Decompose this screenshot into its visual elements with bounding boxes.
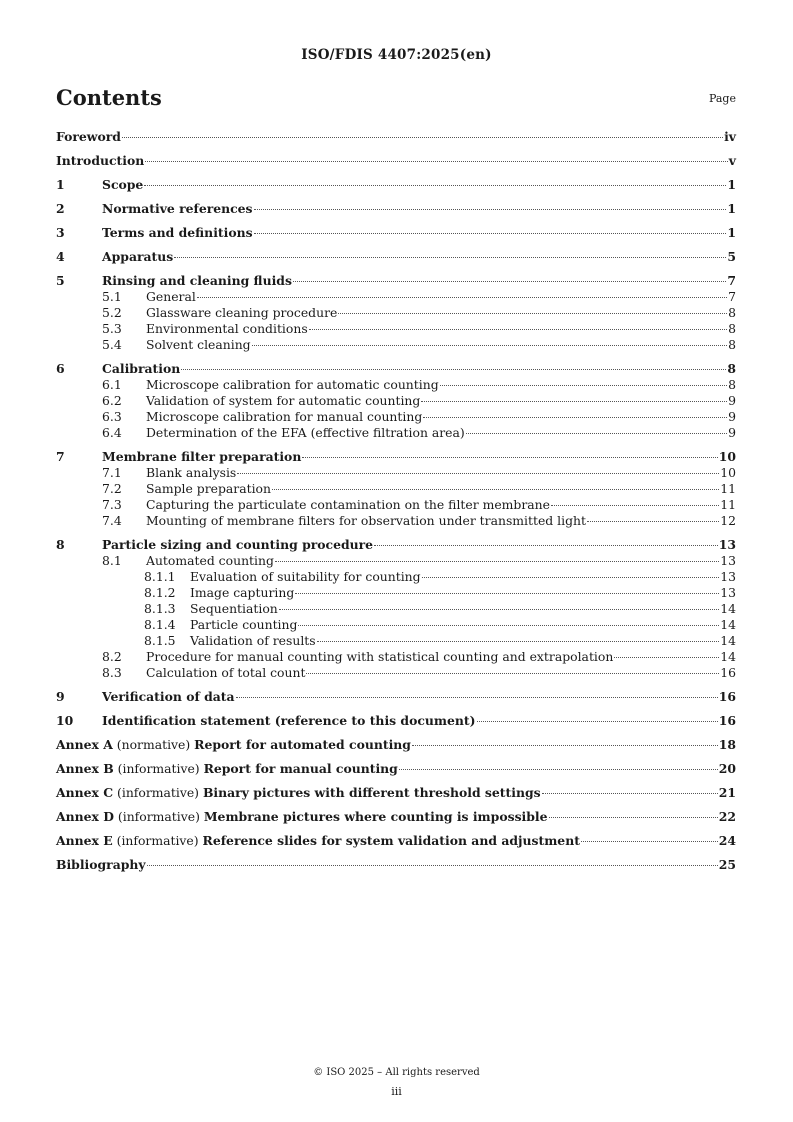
toc-entry[interactable] <box>56 760 736 777</box>
dot-leader <box>477 721 718 722</box>
toc-entry-number: 7.4 <box>102 513 122 528</box>
toc-entry-number: 8 <box>56 537 65 552</box>
toc-entry-page: 13 <box>720 585 736 600</box>
dot-leader <box>144 185 726 186</box>
dot-leader <box>549 817 718 818</box>
dot-leader <box>122 137 723 138</box>
toc-entry-number: 1 <box>56 177 65 192</box>
dot-leader <box>197 297 727 298</box>
toc-annex-title <box>56 832 580 849</box>
toc-entry-page: v <box>728 153 736 168</box>
dot-leader <box>374 545 718 546</box>
toc-entry-number: 5.3 <box>102 321 122 336</box>
toc-entry-page: 25 <box>718 857 736 872</box>
toc-entry-title: Validation of results <box>190 633 316 648</box>
dot-leader <box>298 625 719 626</box>
toc-entry-title: Bibliography <box>56 857 146 872</box>
toc-annex-title <box>56 784 541 801</box>
dot-leader <box>147 865 718 866</box>
toc-entry-title: Microscope calibration for manual counting <box>146 409 423 424</box>
toc-entry-title: Microscope calibration for automatic counting <box>146 377 439 392</box>
toc-entry[interactable] <box>56 601 736 617</box>
toc-entry-page: 20 <box>718 761 736 776</box>
toc-annex-title <box>56 808 548 825</box>
toc-entry-title: Introduction <box>56 153 145 168</box>
toc-entry-number: 7 <box>56 449 65 464</box>
toc-entry-number: 8.1 <box>102 553 122 568</box>
toc-entry-title: Identification statement (reference to this document) <box>102 713 476 728</box>
dot-leader <box>306 673 719 674</box>
dot-leader <box>272 489 719 490</box>
toc-entry-page: 5 <box>727 249 736 264</box>
dot-leader <box>614 657 719 658</box>
dot-leader <box>254 209 727 210</box>
toc-entry-page: 9 <box>728 409 736 424</box>
toc-entry-page: 8 <box>728 305 736 320</box>
toc-entry-number: 8.1.1 <box>144 569 176 584</box>
toc-entry-number: 2 <box>56 201 65 216</box>
toc-entry-number: 6.4 <box>102 425 122 440</box>
annex-kind: (informative) <box>113 809 204 824</box>
dot-leader <box>293 281 726 282</box>
dot-leader <box>423 417 727 418</box>
annex-label: Annex C <box>56 785 114 800</box>
toc-annex-title <box>56 760 398 777</box>
toc-entry-number: 6 <box>56 361 65 376</box>
toc-entry-page: iv <box>724 129 736 144</box>
toc-entry-title: Environmental conditions <box>146 321 308 336</box>
toc-entry[interactable] <box>56 272 736 289</box>
toc-entry-page: 11 <box>720 497 736 512</box>
toc-entry-title: Procedure for manual counting with statistical counting and extrapolation <box>146 649 614 664</box>
dot-leader <box>309 329 727 330</box>
toc-entry-title: Validation of system for automatic counting <box>146 393 421 408</box>
toc-entry[interactable] <box>56 633 736 649</box>
annex-kind: (normative) <box>112 737 195 752</box>
toc-entry-number: 4 <box>56 249 65 264</box>
annex-title: Reference slides for system validation and adjustment <box>202 833 580 848</box>
dot-leader <box>181 369 726 370</box>
toc-entry[interactable] <box>56 569 736 585</box>
toc-entry-page: 18 <box>718 737 736 752</box>
toc-entry-number: 8.1.4 <box>144 617 176 632</box>
toc-entry-page: 13 <box>718 537 736 552</box>
toc-entry-title: Evaluation of suitability for counting <box>190 569 421 584</box>
toc-entry-page: 16 <box>720 665 736 680</box>
toc-entry-page: 14 <box>720 633 736 648</box>
toc-entry[interactable] <box>56 152 736 169</box>
toc-entry-title: Sequentiation <box>190 601 278 616</box>
toc-entry-page: 14 <box>720 649 736 664</box>
toc-entry[interactable] <box>56 536 736 553</box>
page-column-label: Page <box>708 92 736 105</box>
toc-entry-title: Blank analysis <box>146 465 237 480</box>
dot-leader <box>295 593 719 594</box>
annex-title: Membrane pictures where counting is impossible <box>203 809 548 824</box>
toc-entry-page: 8 <box>727 361 736 376</box>
toc-entry-title: Image capturing <box>190 585 295 600</box>
dot-leader <box>275 561 719 562</box>
toc-entry-page: 7 <box>728 289 736 304</box>
annex-kind: (informative) <box>112 833 203 848</box>
toc-entry[interactable] <box>56 289 736 305</box>
toc-entry-title: Normative references <box>102 201 253 216</box>
toc-entry[interactable] <box>56 393 736 409</box>
toc-entry-title: Calibration <box>102 361 181 376</box>
toc-entry-title: Mounting of membrane filters for observation under transmitted light <box>146 513 586 528</box>
toc-entry-page: 21 <box>718 785 736 800</box>
toc-entry-number: 8.1.3 <box>144 601 176 616</box>
toc-entry-title: Calculation of total count <box>146 665 306 680</box>
dot-leader <box>145 161 728 162</box>
toc-entry-title: Glassware cleaning procedure <box>146 305 338 320</box>
toc-entry[interactable] <box>56 553 736 569</box>
toc-entry-number: 9 <box>56 689 65 704</box>
toc-entry-page: 8 <box>728 377 736 392</box>
toc-entry-number: 5 <box>56 273 65 288</box>
toc-entry-page: 7 <box>727 273 736 288</box>
dot-leader <box>252 345 727 346</box>
toc-entry-number: 8.1.2 <box>144 585 176 600</box>
toc-entry-number: 8.2 <box>102 649 122 664</box>
toc-entry-number: 10 <box>56 713 74 728</box>
toc-entry-page: 14 <box>720 601 736 616</box>
dot-leader <box>279 609 719 610</box>
dot-leader <box>421 401 727 402</box>
toc-entry-title: Capturing the particulate contamination on the filter membrane <box>146 497 550 512</box>
toc-entry[interactable] <box>56 465 736 481</box>
toc-entry[interactable] <box>56 377 736 393</box>
toc-entry-number: 5.4 <box>102 337 122 352</box>
toc-entry-page: 9 <box>728 393 736 408</box>
dot-leader <box>440 385 727 386</box>
toc-entry-title: Automated counting <box>146 553 274 568</box>
toc-entry[interactable] <box>56 736 736 753</box>
toc-entry[interactable] <box>56 321 736 337</box>
toc-entry-page: 16 <box>718 689 736 704</box>
dot-leader <box>237 473 719 474</box>
toc-entry-number: 8.3 <box>102 665 122 680</box>
toc-entry-number: 6.3 <box>102 409 122 424</box>
document-header: ISO/FDIS 4407:2025(en) <box>301 47 492 63</box>
toc-entry-page: 13 <box>720 569 736 584</box>
toc-entry[interactable] <box>56 409 736 425</box>
toc-entry[interactable] <box>56 784 736 801</box>
annex-label: Annex B <box>56 761 114 776</box>
toc-entry[interactable] <box>56 448 736 465</box>
dot-leader <box>174 257 726 258</box>
toc-entry-page: 14 <box>720 617 736 632</box>
toc-entry-page: 16 <box>718 713 736 728</box>
annex-kind: (informative) <box>113 785 203 800</box>
toc-entry[interactable] <box>56 665 736 681</box>
annex-label: Annex A <box>56 737 113 752</box>
toc-entry-title: Particle counting <box>190 617 298 632</box>
toc-entry-number: 5.2 <box>102 305 122 320</box>
toc-entry[interactable] <box>56 585 736 601</box>
toc-entry-number: 6.1 <box>102 377 122 392</box>
annex-title: Report for automated counting <box>194 737 411 752</box>
annex-label: Annex D <box>56 809 114 824</box>
toc-entry[interactable] <box>56 808 736 825</box>
copyright-footer: © ISO 2025 – All rights reserved <box>313 1067 480 1078</box>
toc-entry-number: 3 <box>56 225 65 240</box>
toc-entry[interactable] <box>56 481 736 497</box>
toc-entry[interactable] <box>56 688 736 705</box>
toc-entry-page: 8 <box>728 337 736 352</box>
toc-entry-title: Rinsing and cleaning fluids <box>102 273 292 288</box>
dot-leader <box>302 457 717 458</box>
dot-leader <box>587 521 719 522</box>
toc-entry-page: 1 <box>727 225 736 240</box>
toc-entry[interactable] <box>56 305 736 321</box>
toc-entry-page: 22 <box>718 809 736 824</box>
toc-entry-title: Apparatus <box>102 249 174 264</box>
dot-leader <box>412 745 718 746</box>
toc-entry-page: 24 <box>718 833 736 848</box>
toc-entry[interactable] <box>56 649 736 665</box>
toc-entry[interactable] <box>56 337 736 353</box>
toc-entry-page: 1 <box>727 177 736 192</box>
toc-entry[interactable] <box>56 856 736 873</box>
toc-entry-page: 13 <box>720 553 736 568</box>
page-number: iii <box>391 1085 402 1098</box>
toc-entry[interactable] <box>56 832 736 849</box>
dot-leader <box>551 505 719 506</box>
toc-entry[interactable] <box>56 200 736 217</box>
toc-entry-page: 10 <box>720 465 736 480</box>
dot-leader <box>542 793 718 794</box>
toc-entry-number: 7.3 <box>102 497 122 512</box>
toc-entry[interactable] <box>56 176 736 193</box>
toc-entry-title: Determination of the EFA (effective filtration area) <box>146 425 465 440</box>
toc-entry-title: Particle sizing and counting procedure <box>102 537 374 552</box>
toc-entry-title: Sample preparation <box>146 481 271 496</box>
toc-entry[interactable] <box>56 128 736 145</box>
toc-entry-title: Foreword <box>56 129 121 144</box>
toc-entry-title: Scope <box>102 177 144 192</box>
table-of-contents <box>56 128 736 873</box>
toc-entry-title: General <box>146 289 196 304</box>
toc-entry-title: Terms and definitions <box>102 225 253 240</box>
toc-entry-number: 5.1 <box>102 289 122 304</box>
annex-label: Annex E <box>56 833 113 848</box>
toc-entry-page: 1 <box>727 201 736 216</box>
toc-entry[interactable] <box>56 712 736 729</box>
toc-entry-number: 6.2 <box>102 393 122 408</box>
toc-entry-page: 11 <box>720 481 736 496</box>
toc-entry-title: Solvent cleaning <box>146 337 251 352</box>
dot-leader <box>338 313 727 314</box>
toc-entry-page: 10 <box>718 449 736 464</box>
dot-leader <box>236 697 718 698</box>
dot-leader <box>422 577 720 578</box>
toc-entry-page: 12 <box>720 513 736 528</box>
toc-entry[interactable] <box>56 513 736 529</box>
dot-leader <box>466 433 727 434</box>
toc-entry[interactable] <box>56 360 736 377</box>
annex-title: Binary pictures with different threshold settings <box>202 785 541 800</box>
toc-entry[interactable] <box>56 617 736 633</box>
toc-entry-page: 9 <box>728 425 736 440</box>
toc-entry-number: 7.2 <box>102 481 122 496</box>
dot-leader <box>317 641 720 642</box>
annex-kind: (informative) <box>113 761 204 776</box>
toc-entry-title: Membrane filter preparation <box>102 449 302 464</box>
toc-entry[interactable] <box>56 248 736 265</box>
toc-entry[interactable] <box>56 224 736 241</box>
dot-leader <box>581 841 718 842</box>
annex-title: Report for manual counting <box>203 761 398 776</box>
toc-entry-title: Verification of data <box>102 689 235 704</box>
toc-entry-number: 8.1.5 <box>144 633 176 648</box>
toc-entry[interactable] <box>56 425 736 441</box>
page-title: Contents <box>56 85 162 110</box>
toc-entry[interactable] <box>56 497 736 513</box>
toc-entry-page: 8 <box>728 321 736 336</box>
dot-leader <box>254 233 727 234</box>
dot-leader <box>399 769 718 770</box>
toc-annex-title <box>56 736 411 753</box>
toc-entry-number: 7.1 <box>102 465 122 480</box>
